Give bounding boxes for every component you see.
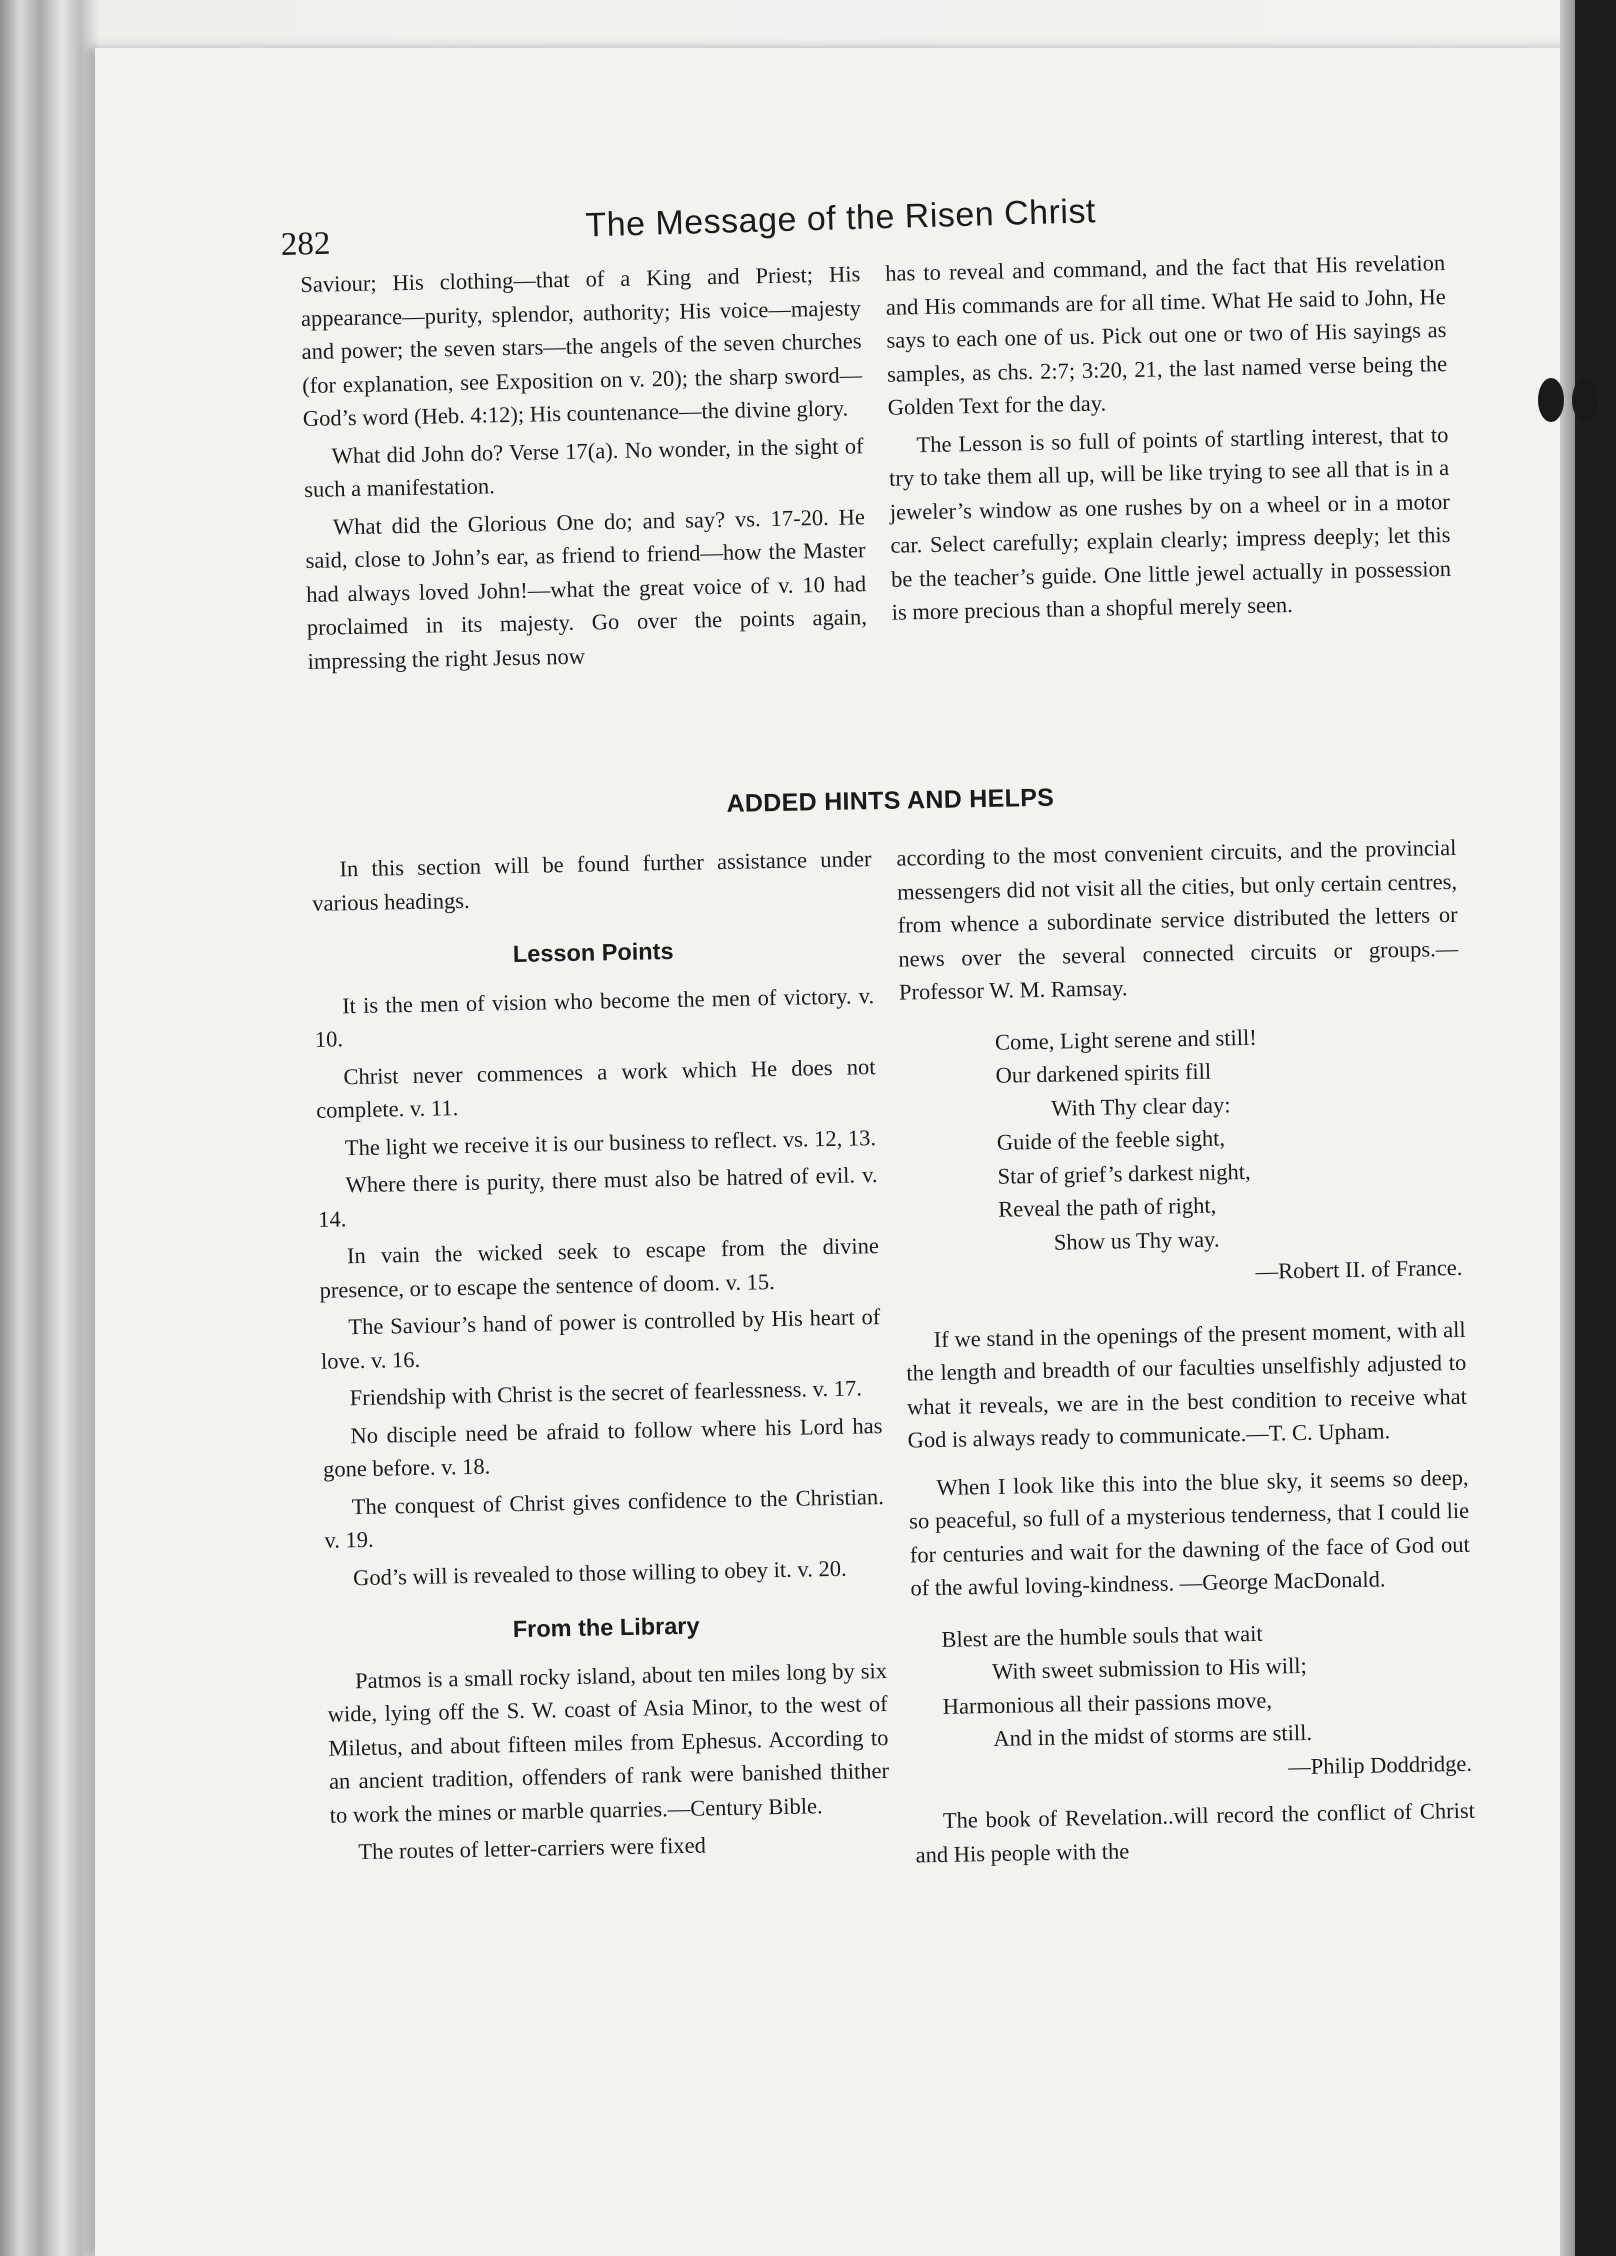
paragraph: The Lesson is so full of points of startling interest, that to try to take them all up, will be like trying to see all that is in a jeweler’s window as one rushes by on a wheel or in a motor car. Select carefully; explain clearly; impress deeply; let this be the teacher’s guide. One little jewel actually in possession is more precious than a shopful merely seen.: [888, 421, 1452, 625]
page-number: 282: [280, 225, 331, 263]
poem-line: With Thy clear day:: [1051, 1091, 1231, 1121]
lower-left-column: [311, 842, 890, 1869]
lesson-point: No disciple need be afraid to follow where his Lord has gone before. v. 18.: [322, 1412, 883, 1482]
poem-line: Guide of the feeble sight,: [996, 1125, 1226, 1155]
poem-doddridge: [911, 1612, 1474, 1790]
poem-line: With sweet submission to His will;: [991, 1652, 1307, 1684]
lesson-point: Christ never commences a work which He does not complete. v. 11.: [315, 1053, 876, 1123]
intro-paragraph: In this section will be found further assistance under various headings.: [311, 846, 872, 916]
lesson-point: In vain the wicked seek to escape from the divine presence, or to escape the sentence of doom. v. 15.: [319, 1233, 880, 1303]
paragraph: has to reveal and command, and the fact that His revelation and His commands are for all time. What He said to John, He says to each one of us. Pick out one or two of His sayings as samples, as chs. 2:7; 3:20, 21, the last named verse being the Golden Text for the day.: [884, 250, 1448, 420]
poem-attribution: —Robert II. of France.: [1255, 1254, 1463, 1284]
poem-attribution: —Philip Doddridge.: [1287, 1750, 1473, 1779]
lesson-point: God’s will is revealed to those willing to obey it. v. 20.: [352, 1555, 847, 1590]
section-heading: ADDED HINTS AND HELPS: [726, 783, 1055, 818]
page-content: [300, 246, 1483, 1998]
lesson-point: It is the men of vision who become the men of victory. v. 10.: [314, 982, 875, 1052]
lesson-point: Friendship with Christ is the secret of fearlessness. v. 17.: [349, 1375, 863, 1411]
macdonald-paragraph: When I look like this into the blue sky, it seems so deep, so peaceful, so full of a mysterious tenderness, that I could lie for centuries and wait for the dawning of the face of God out of the awful loving-kindness. —George MacDonald.: [908, 1464, 1470, 1601]
upham-paragraph: If we stand in the openings of the present moment, with all the length and breadth of our faculties unselfishly adjusted to what it reveals, we are in the best condition to receive what God is always ready to communicate.—T. C. Upham.: [906, 1316, 1468, 1453]
page-edge: [1560, 0, 1576, 2256]
poem-line: Blest are the humble souls that wait: [941, 1620, 1263, 1652]
paragraph: What did the Glorious One do; and say? vs. 17-20. He said, close to John’s ear, as friend to friend—how the Master had always loved John!—what the great voice of v. 10 had proclaimed in its majesty. Go over the points again, impressing the right Jesus now: [305, 503, 868, 674]
poem-line: Harmonious all their passions move,: [942, 1687, 1273, 1719]
poem-line: Star of grief’s darkest night,: [997, 1158, 1251, 1189]
top-left-column: [300, 257, 868, 678]
running-title: The Message of the Risen Christ: [584, 192, 1097, 245]
binding-hole-mark: [1538, 378, 1564, 422]
lesson-point: Where there is purity, there must also be hatred of evil. v. 14.: [318, 1162, 878, 1232]
lesson-point: The conquest of Christ gives confidence to the Christian. v. 19.: [324, 1483, 884, 1553]
poem-line: Our darkened spirits fill: [995, 1058, 1212, 1088]
lesson-point: The Saviour’s hand of power is controlled by His heart of love. v. 16.: [320, 1304, 881, 1374]
poem-line: Come, Light serene and still!: [994, 1024, 1258, 1055]
paragraph: What did John do? Verse 17(a). No wonder, in the sight of such a manifestation.: [304, 432, 864, 502]
library-paragraph: Patmos is a small rocky island, about ten miles long by six wide, lying off the S. W. coast of Asia Minor, to the west of Miletus, and about fifteen miles from Ephesus. According to an ancient tradition, offenders of rank were banished thither to work the mines or marble quarries.—Century Bible.: [327, 1657, 890, 1828]
lesson-point: The light we receive it is our business to reflect. vs. 12, 13.: [344, 1124, 877, 1160]
lesson-points-heading: Lesson Points: [512, 937, 674, 968]
poem-line: Reveal the path of right,: [997, 1192, 1217, 1222]
library-heading: From the Library: [512, 1612, 700, 1643]
ramsay-paragraph: according to the most convenient circuits, and the provincial messengers did not visit all the cities, but only certain centres, from whence a subordinate service distributed the letters or news over the several connected circuits or groups.—Professor W. M. Ramsay.: [896, 834, 1459, 1005]
lower-right-column: [896, 831, 1476, 1872]
poem-line: And in the midst of storms are still.: [993, 1719, 1313, 1751]
library-paragraph: The routes of letter-carriers were fixed: [358, 1832, 707, 1865]
paragraph: Saviour; His clothing—that of a King and Priest; His appearance—purity, splendor, authority; His voice—majesty and power; the seven stars—the angels of the seven churches (for explanation, see Exposition on v. 20); the sharp sword—God’s word (Heb. 4:12); His countenance—the divine glory.: [300, 261, 863, 431]
poem-line: Show us Thy way.: [1053, 1226, 1220, 1255]
poem-robert: [900, 1016, 1465, 1295]
binding-hole-mark: [1572, 378, 1598, 422]
revelation-paragraph: The book of Revelation..will record the conflict of Christ and His people with the: [915, 1797, 1476, 1867]
top-right-column: [885, 246, 1452, 629]
background-edge: [1575, 0, 1616, 2256]
